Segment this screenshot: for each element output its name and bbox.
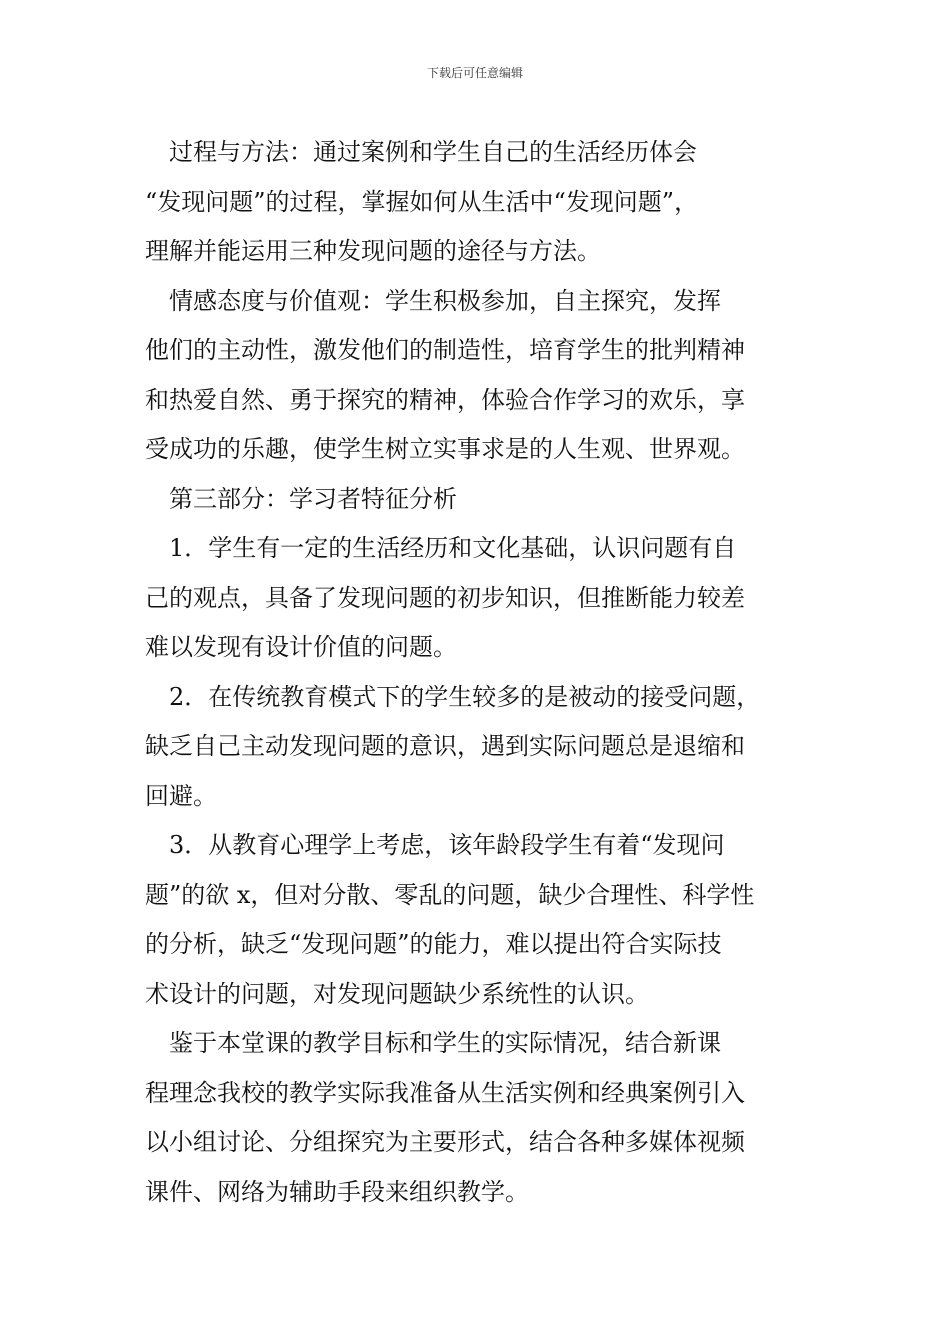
text-line: 情感态度与价值观：学生积极参加，自主探究，发挥 xyxy=(145,286,721,315)
text-line: 课件、网络为辅助手段来组织教学。 xyxy=(145,1177,529,1206)
text-line: 题”的欲 x，但对分散、零乱的问题，缺少合理性、科学性 xyxy=(145,880,755,909)
text-line: 程理念我校的教学实际我准备从生活实例和经典案例引入 xyxy=(145,1078,745,1107)
text-line: 和热爱自然、勇于探究的精神，体验合作学习的欢乐，享 xyxy=(145,385,745,414)
text-line: 1．学生有一定的生活经历和文化基础，认识问题有自 xyxy=(145,534,737,562)
text-line: 鉴于本堂课的教学目标和学生的实际情况，结合新课 xyxy=(145,1029,721,1057)
text-line: 回避。 xyxy=(145,781,217,810)
text-line: “发现问题”的过程，掌握如何从生活中“发现问题”， xyxy=(145,187,699,216)
text-line: 难以发现有设计价值的问题。 xyxy=(145,633,457,661)
text-line: 2．在传统教育模式下的学生较多的是被动的接受问题， xyxy=(145,682,761,711)
text-line: 缺乏自己主动发现问题的意识，遇到实际问题总是退缩和 xyxy=(145,732,745,760)
text-line: 理解并能运用三种发现问题的途径与方法。 xyxy=(145,237,601,265)
text-line: 以小组讨论、分组探究为主要形式，结合各种多媒体视频 xyxy=(145,1128,745,1156)
text-line: 受成功的乐趣，使学生树立实事求是的人生观、世界观。 xyxy=(145,435,745,463)
text-line: 他们的主动性，激发他们的制造性，培育学生的批判精神 xyxy=(145,336,745,364)
document-body xyxy=(145,128,835,1217)
text-line: 的分析，缺乏“发现问题”的能力，难以提出符合实际技 xyxy=(145,930,722,958)
text-line: 过程与方法：通过案例和学生自己的生活经历体会 xyxy=(145,138,697,166)
text-line: 3．从教育心理学上考虑，该年龄段学生有着“发现问 xyxy=(145,831,725,859)
text-line: 术设计的问题，对发现问题缺少系统性的认识。 xyxy=(145,979,649,1008)
text-line: 己的观点，具备了发现问题的初步知识，但推断能力较差 xyxy=(145,583,745,612)
section-heading: 第三部分：学习者特征分析 xyxy=(145,484,457,513)
page-header: 下载后可任意编辑 xyxy=(426,66,523,80)
